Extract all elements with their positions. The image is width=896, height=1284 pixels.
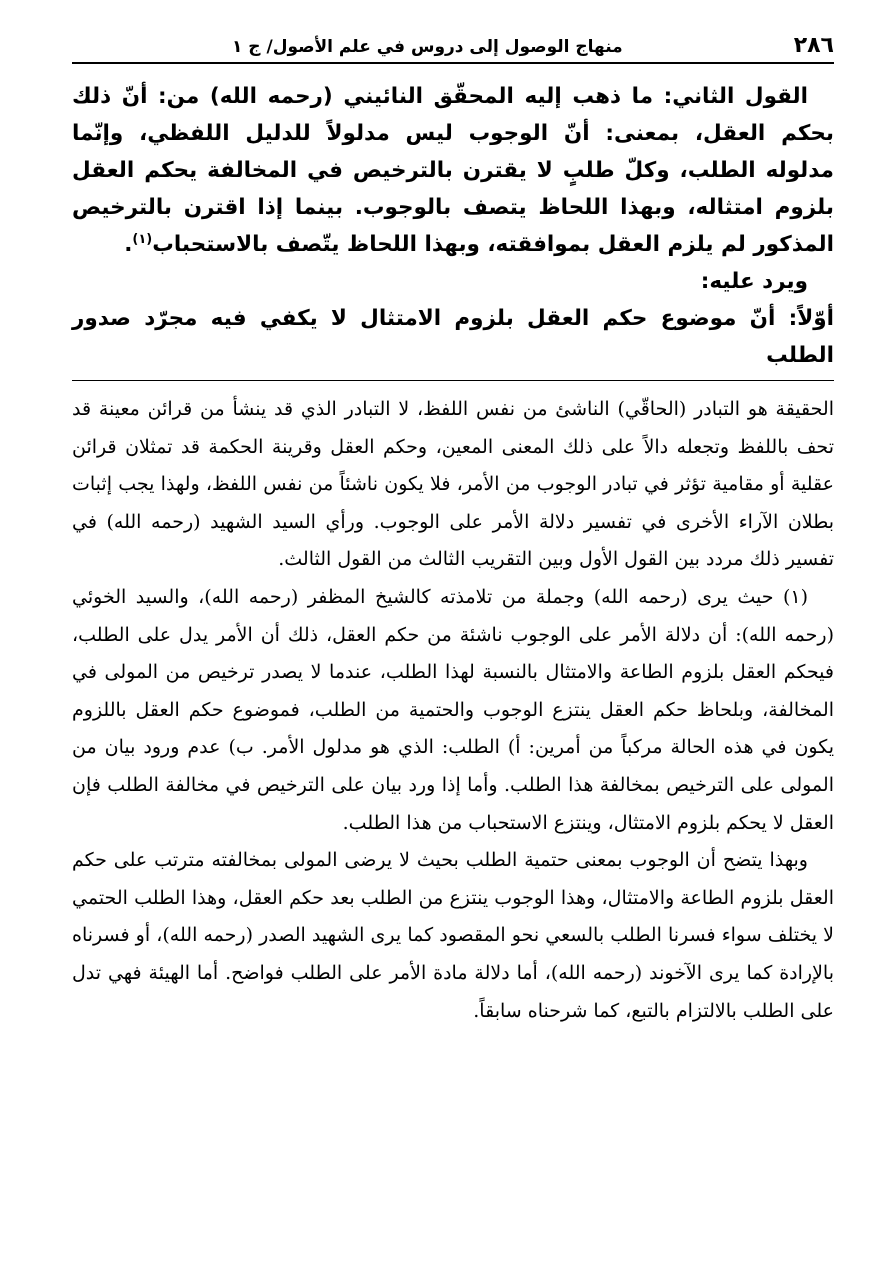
footnote-1-continued: وبهذا يتضح أن الوجوب بمعنى حتمية الطلب بحيث لا يرضى المولى بمخالفته مترتب على حكم العقل بلزوم الطاعة والامتثال، وهذا الوجوب ينتزع من الطلب بعد حكم العقل، وهذا الطلب الحتمي لا يختلف سواء فسرنا الطلب بالسعي نحو المقصود كما يرى الشهيد الصدر (رحمه الله)، أو فسرناه بالإرادة كما يرى الآخوند (رحمه الله)، أما دلالة مادة الأمر على الطلب فواضح. أما الهيئة فهي تدل على الطلب بالالتزام بالتبع، كما شرحناه سابقاً. [72,849,834,1022]
page-header [72,28,834,64]
footnote-separator [72,380,834,381]
footnote-1: (١) حيث يرى (رحمه الله) وجملة من تلامذته كالشيخ المظفر (رحمه الله)، والسيد الخوئي (رحمه الله): أن دلالة الأمر على الوجوب ناشئة من حكم العقل، ذلك أن الأمر يدل على الطلب، فيحكم العقل بلزوم الطاعة والامتثال بالنسبة لهذا الطلب، عندما لا يصدر ترخيص من المولى في المخالفة، وبلحاظ حكم العقل ينتزع الوجوب والحتمية من الطلب، فموضوع حكم العقل باللزوم يكون في هذه الحالة مركباً من أمرين: أ) الطلب: الذي هو مدلول الأمر. ب) عدم ورود بيان من المولى على الترخيص بمخالفة هذا الطلب. وأما إذا ورد بيان على الترخيص في مخالفة الطلب فإن العقل لا يحكم بلزوم الامتثال، وينتزع الاستحباب من هذا الطلب. [72,585,834,834]
footnotes [72,391,834,1030]
footnote-continuation: الحقيقة هو التبادر (الحاقّي) الناشئ من نفس اللفظ، لا التبادر الذي قد ينشأ من قرائن معينة قد تحف باللفظ وتجعله دالاً على ذلك المعنى المعين، وحكم العقل وقرينة الحكمة قد تمثلان قرائن عقلية أو مقامية تؤثر في تبادر الوجوب من الأمر، فلا يكون ناشئاً من نفس اللفظ، ولهذا يجب إثبات بطلان الآراء الأخرى في تفسير دلالة الأمر على الوجوب. ورأي السيد الشهيد (رحمه الله) في تفسير ذلك مردد بين القول الأول وبين التقريب الثالث من القول الثالث. [72,398,834,571]
main-paragraph-1-text: القول الثاني: ما ذهب إليه المحقّق النائيني (رحمه الله) من: أنّ ذلك بحكم العقل، بمعنى: أنّ الوجوب ليس مدلولاً للدليل اللفظي، وإنّما مدلوله الطلب، وكلّ طلبٍ لا يقترن بالترخيص في المخالفة يحكم العقل بلزوم امتثاله، وبهذا اللحاظ يتصف بالوجوب. بينما إذا اقترن بالترخيص المذكور لم يلزم العقل بموافقته، وبهذا اللحاظ يتّصف بالاستحباب [72,84,834,257]
footnote-reference-1[interactable]: (١) [132,231,153,247]
main-text [72,78,834,374]
main-paragraph-1 [72,78,834,263]
main-paragraph-3: أوّلاً: أنّ موضوع حكم العقل بلزوم الامتثال لا يكفي فيه مجرّد صدور الطلب [72,306,834,368]
main-paragraph-2: ويرد عليه: [700,269,808,294]
page-number: ٢٨٦ [793,33,834,58]
book-page [72,28,834,1258]
main-paragraph-1-end: . [124,232,133,257]
running-title: منهاج الوصول إلى دروس في علم الأصول/ ج ١ [232,37,623,57]
